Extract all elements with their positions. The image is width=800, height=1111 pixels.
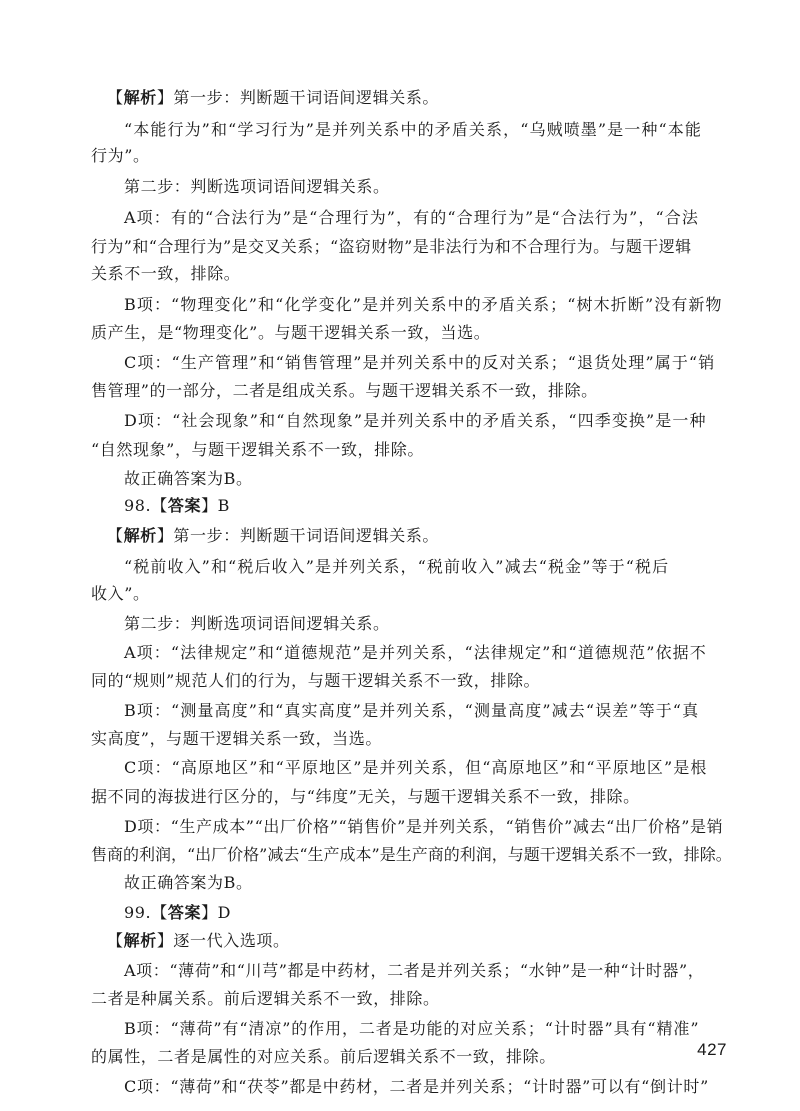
- text-line: 售商的利润，“出厂价格”减去“生产成本”是生产商的利润，与题干逻辑关系不一致，排除。: [91, 845, 732, 864]
- answer-heading-98: 98.【答案】B: [124, 496, 231, 515]
- option-a-line: A项：有的“合法行为”是“合理行为”，有的“合理行为”是“合法行为”，“合法: [124, 208, 699, 227]
- analysis-label: 解析: [123, 88, 157, 107]
- option-d-line: D项：“社会现象”和“自然现象”是并列关系中的矛盾关系，“四季变换”是一种: [124, 411, 707, 430]
- option-b-line: B项：“薄荷”有“清凉”的作用，二者是功能的对应关系；“计时器”具有“精准”: [124, 1019, 700, 1038]
- text-line: 第二步：判断选项词语间逻辑关系。: [124, 177, 390, 196]
- answer-label: 答案: [167, 496, 202, 515]
- answer-heading-99: 99.【答案】D: [124, 903, 232, 922]
- text-line: 第二步：判断选项词语间逻辑关系。: [124, 614, 390, 633]
- option-b-line: B项：“测量高度”和“真实高度”是并列关系，“测量高度”减去“误差”等于“真: [124, 701, 700, 720]
- option-a-line: A项：“薄荷”和“川芎”都是中药材，二者是并列关系；“水钟”是一种“计时器”，: [124, 961, 705, 980]
- option-c-line: C项：“薄荷”和“茯苓”都是中药材，二者是并列关系；“计时器”可以有“倒计时”: [124, 1077, 709, 1096]
- text-line: “本能行为”和“学习行为”是并列关系中的矛盾关系，“乌贼喷墨”是一种“本能: [124, 120, 702, 139]
- text-line: “税前收入”和“税后收入”是并列关系，“税前收入”减去“税金”等于“税后: [124, 557, 670, 576]
- text-line: 售管理”的一部分，二者是组成关系。与题干逻辑关系不一致，排除。: [91, 381, 598, 400]
- page-number: 427: [697, 1040, 727, 1059]
- text-line: 关系不一致，排除。: [91, 264, 241, 283]
- option-a-line: A项：“法律规定”和“道德规范”是并列关系，“法律规定”和“道德规范”依据不: [124, 643, 707, 662]
- option-c-line: C项：“生产管理”和“销售管理”是并列关系中的反对关系；“退货处理”属于“销: [124, 353, 716, 372]
- answer-conclusion: 故正确答案为B。: [124, 873, 253, 892]
- text-line: 同的“规则”规范人们的行为，与题干逻辑关系不一致，排除。: [91, 671, 541, 690]
- answer-label: 答案: [167, 903, 202, 922]
- text-line: 行为”和“合理行为”是交叉关系；“盗窃财物”是非法行为和不合理行为。与题干逻辑: [91, 237, 692, 256]
- text-line: 收入”。: [91, 584, 150, 603]
- text-line: 实高度”，与题干逻辑关系一致，当选。: [91, 729, 382, 748]
- text-line: “自然现象”，与题干逻辑关系不一致，排除。: [91, 440, 424, 459]
- text-line: 行为”。: [91, 146, 150, 165]
- analysis-heading-98: 【解析】第一步：判断题干词语间逻辑关系。: [107, 526, 440, 545]
- analysis-label: 解析: [123, 931, 157, 950]
- text-line: 的属性，二者是属性的对应关系。前后逻辑关系不一致，排除。: [91, 1047, 556, 1066]
- option-b-line: B项：“物理变化”和“化学变化”是并列关系中的矛盾关系；“树木折断”没有新物: [124, 295, 723, 314]
- analysis-label: 解析: [123, 526, 157, 545]
- analysis-heading-99: 【解析】逐一代入选项。: [107, 931, 290, 950]
- option-c-line: C项：“高原地区”和“平原地区”是并列关系，但“高原地区”和“平原地区”是根: [124, 758, 708, 777]
- text-line: 质产生，是“物理变化”。与题干逻辑关系一致，当选。: [91, 323, 491, 342]
- text-line: 据不同的海拔进行区分的，与“纬度”无关，与题干逻辑关系不一致，排除。: [91, 787, 640, 806]
- answer-conclusion: 故正确答案为B。: [124, 469, 253, 488]
- text-line: 二者是种属关系。前后逻辑关系不一致，排除。: [91, 989, 440, 1008]
- option-d-line: D项：“生产成本”“出厂价格”“销售价”是并列关系，“销售价”减去“出厂价格”是销: [124, 817, 724, 836]
- analysis-heading-97: 【解析】第一步：判断题干词语间逻辑关系。: [107, 88, 440, 107]
